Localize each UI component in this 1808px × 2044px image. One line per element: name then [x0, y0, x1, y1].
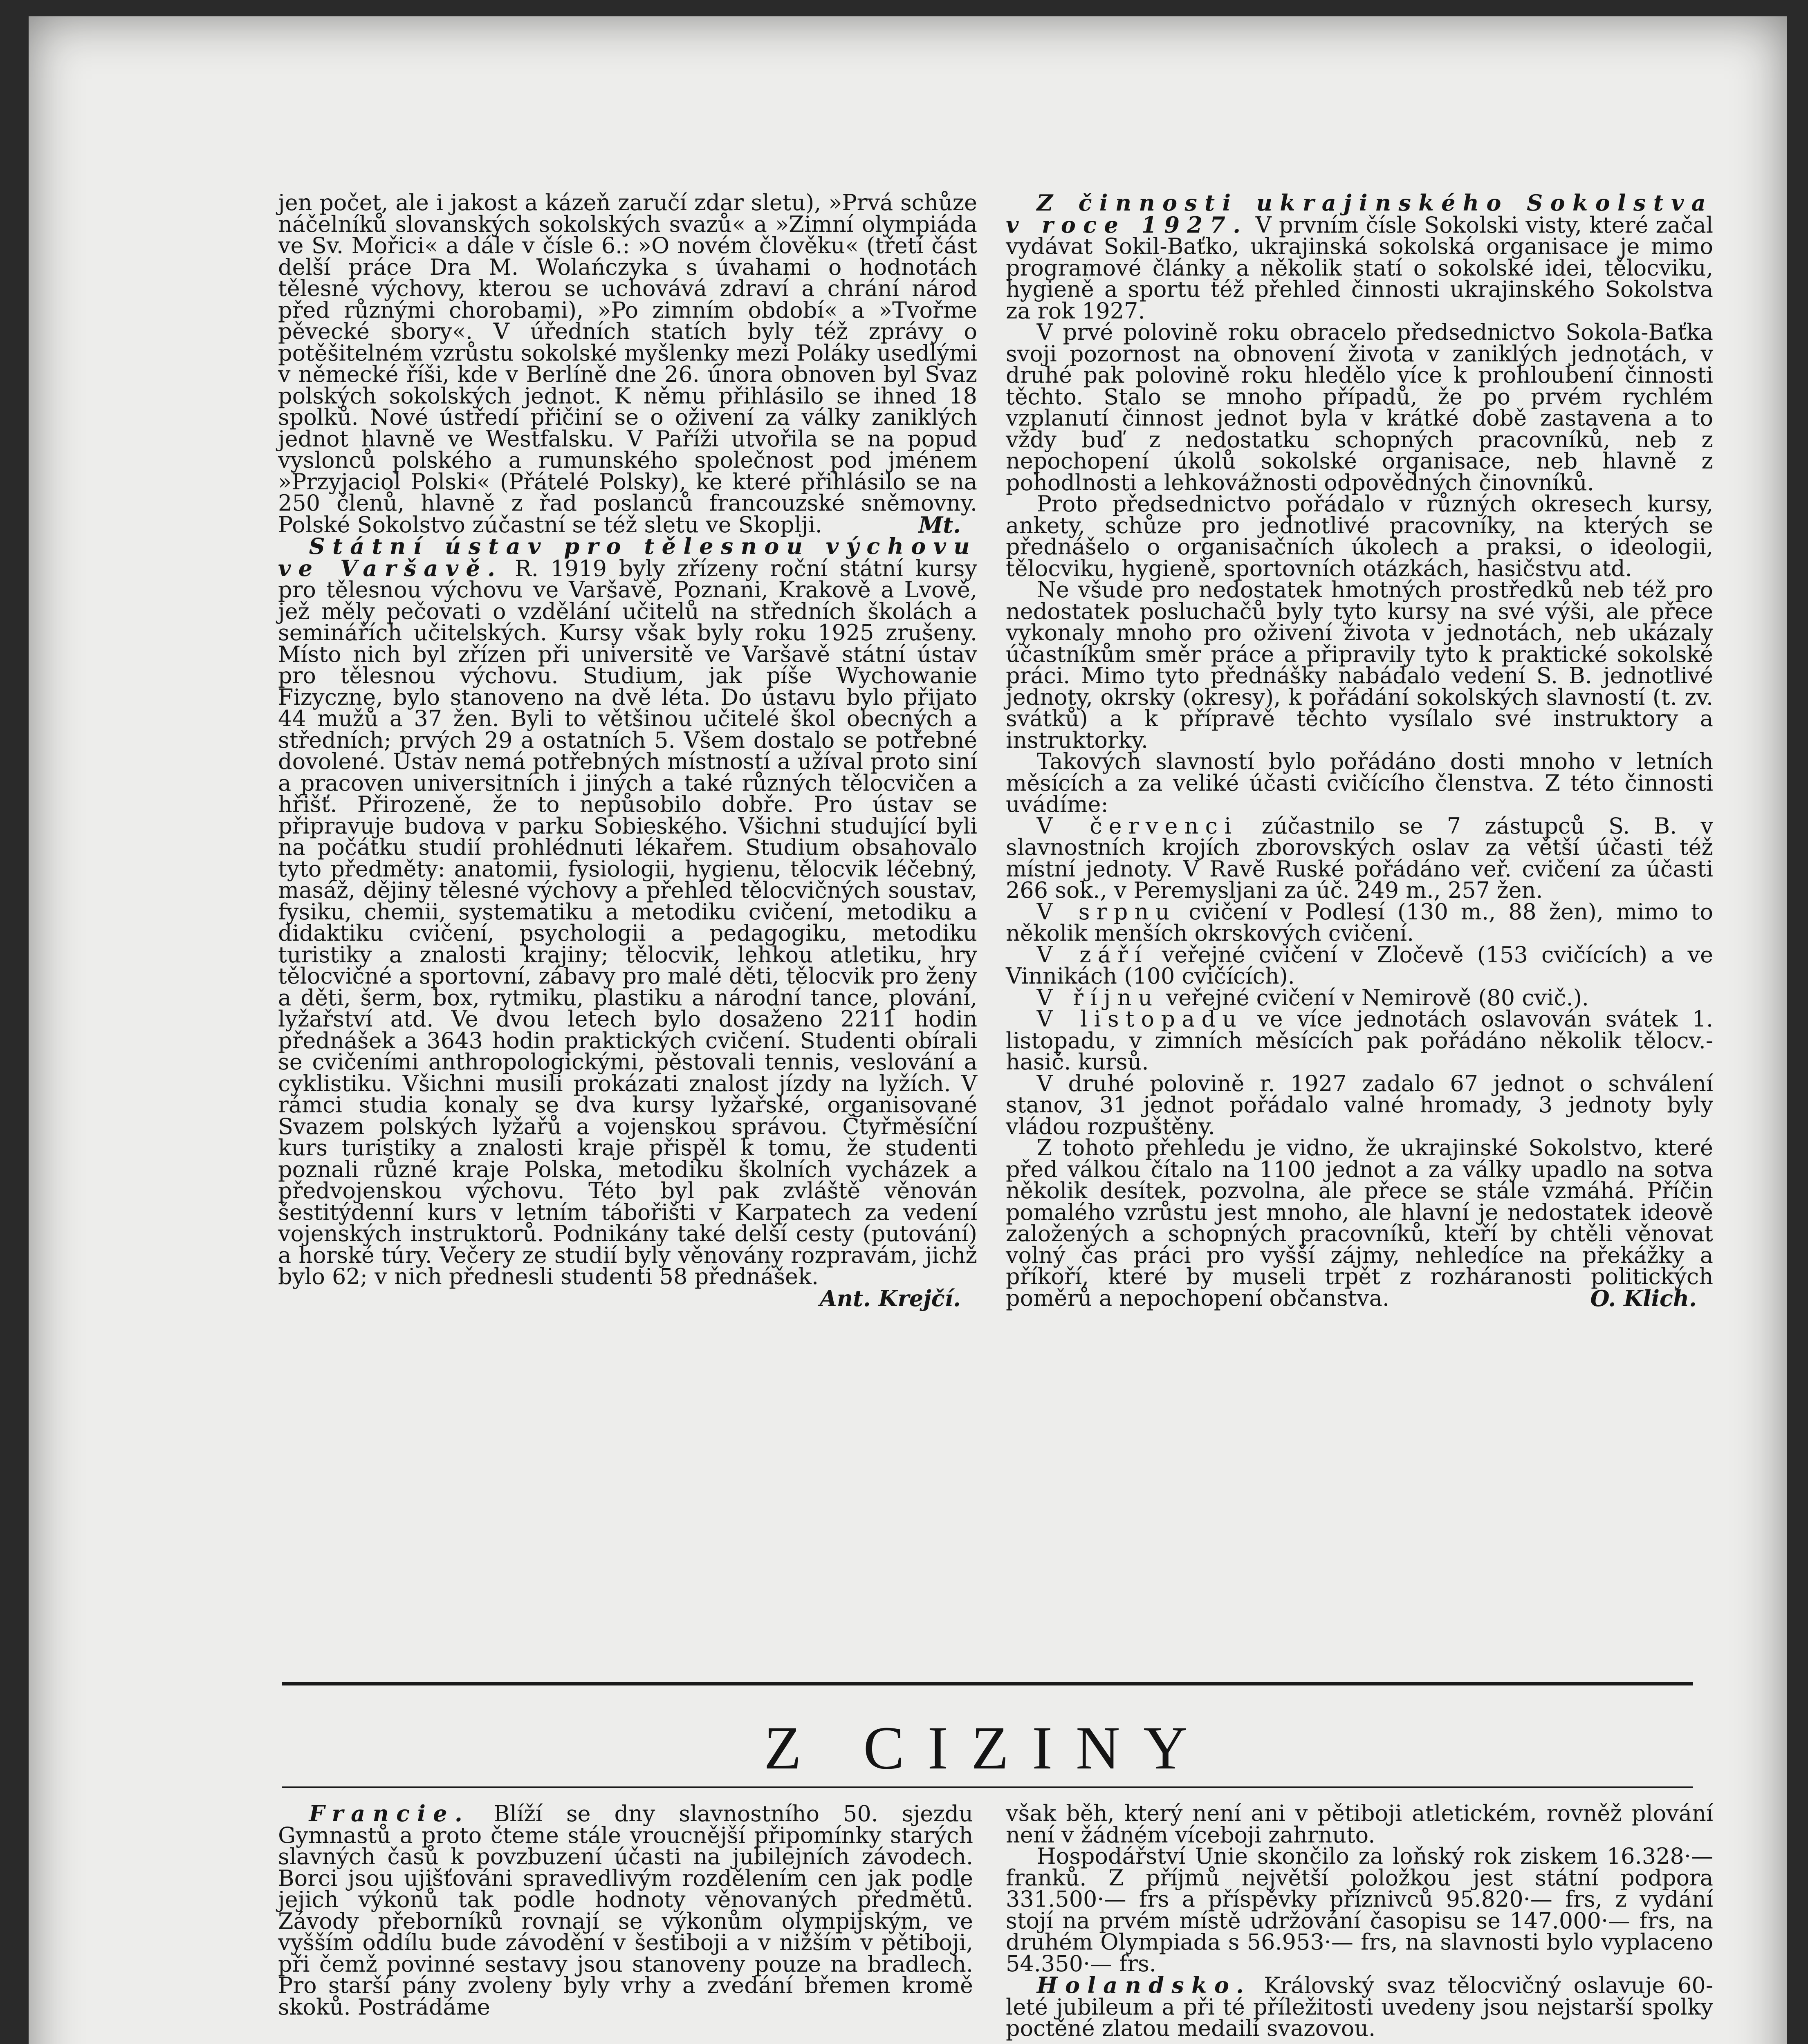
paragraph [1006, 901, 1713, 944]
paragraph: V druhé polovině r. 1927 zadalo 67 jednot o schválení stanov, 31 jednot pořádalo valné hromady, 3 jednoty byly vládou rozpuštěny. [1006, 1070, 1713, 1139]
paragraph [278, 192, 977, 536]
section-subheading: Státní ústav pro tělesnou výchovu ve Varšavě. [278, 533, 977, 581]
paragraph [1006, 813, 1714, 903]
paragraph-text: zúčastnilo se 7 zástupců S. B. v slavnostních krojích zborovských oslav za větší účasti též místní jednoty. V Ravě Ruské pořádáno veř. cvičení za účasti 266 sok., v Peremyslјani za úč. 249 m., 257 žen. [1006, 813, 1714, 903]
page [29, 16, 1787, 2044]
paragraph: Proto předsednictvo pořádalo v různých okresech kursy, ankety, schůze pro jednotlivé pracovníky, na kterých se přednášelo o organisačních úkolech a praksi, o ideologii, tělocviku, hygieně, sportovních otázkách, hasičstvu atd. [1006, 491, 1713, 581]
country-heading: Francie. [309, 1800, 470, 1827]
paragraph: Hospodářství Unie skončilo za loňský rok ziskem 16.328·— franků. Z příjmů největší položkou jest státní podpora 331.500·— frs a příspěvky příznivců 95.820·— frs, z vydání stojí na prvém místě udržování časopisu se 147.000·— frs, na druhém Olympiada s 56.953·— frs, na slavnosti bylo vyplaceno 54.350·— frs. [1006, 1843, 1713, 1977]
paragraph-text: R. 1919 byly zřízeny roční státní kursy pro tělesnou výchovu ve Varšavě, Poznani, Krakově a Lvově, jež měly pečovati o vzdělání učitelů na středních školách a seminářích učitelských. Kursy však byly roku 1925 zrušeny. Místo nich byl zřízen při universitě ve Varšavě státní ústav pro tělesnou výchovu. Studium, jak píše Wychowanie Fizyczne, bylo stanoveno na dvě léta. Do ústavu bylo přijato 44 mužů a 37 žen. Byli to většinou učitelé škol obecných a středních; prvých 29 a ostatních 5. Všem dostalo se potřebné dovolené. Ústav nemá potřebných místností a užíval proto siní a pracoven universitních i jiných a také různých tělocvičen a hřišť. Přirozeně, že to nepůsobilo dobře. Pro ústav se připravuje budova v parku Sobieského. Všichni studující byli na počátku studií prohlédnuti lékařem. Studium obsahovalo tyto předměty: anatomii, fysiologii, hygienu, tělocvik léčebný, masáž, dějiny tělesné výchovy a přehled tělocvičných soustav, fysiku, chemii, systematiku a metodiku cvičení, metodiku a didaktiku cvičení, psychologii a pedagogiku, metodiku turistiky a znalosti krajiny; tělocvik, lehkou atletiku, hry tělocvičné a sportovní, zábavy pro malé děti, tělocvik pro ženy a děti, šerm, box, rytmiku, plastiku a národní tance, plování, lyžařství atd. Ve dvou letech bylo dosaženo 2211 hodin přednášek a 3643 hodin praktických cvičení. Studenti obírali se cvičeními anthropologickými, pěstovali tennis, veslování a cyklistiku. Všichni musili prokázati znalost jízdy na lyžích. V rámci studia konaly se dva kursy lyžařské, organisované Svazem polských lyžařů a vojenskou správou. Čtyřměsíční kurs turistiky a znalosti kraje přispěl k tomu, že studenti poznali různé kraje Polska, metodiku školních vycházek a předvojenskou výchovu. Této byl pak zvláště věnován šestitýdenní kurs v letním tábořišti v Karpatech za vedení vojenských instruktorů. Podnikány také delší cesty (putování) a horské túry. Večery ze studií byly věnovány rozpravám, jichž bylo 62; v nich přednesli studenti 58 přednášek. [278, 555, 977, 1289]
signature: Mt. [918, 511, 961, 538]
section-divider-bottom [282, 1786, 1693, 1788]
paragraph-text: cvičení v Podlesí (130 m., 88 žen), mimo to několik menších okrskových cvičení. [1006, 899, 1713, 946]
paragraph-text: ve více jednotách oslavován svátek 1. listopadu, v zimních měsících pak pořádáno několik tělocv.-hasič. kursů. [1006, 1006, 1713, 1075]
paragraph [1006, 1006, 1713, 1075]
month-label: V říjnu [1036, 984, 1159, 1011]
paragraph-text: veřejné cvičení v Nemirově (80 cvič.). [1166, 984, 1589, 1011]
paragraph-text: V prvním čísle Sokolski visty, které začal vydávat Sokil-Baťko, ukrajinská sokolská organisace je mimo programové články a několik statí o sokolské idei, tělocviku, hygieně a sportu též přehled činnosti ukrajinského Sokolstva za rok 1927. [1006, 212, 1714, 324]
country-heading: Holandsko. [1036, 1972, 1252, 1998]
bottom-left-column [278, 1800, 973, 2020]
month-label: V srpnu [1036, 899, 1176, 925]
month-label: V listopadu [1036, 1006, 1243, 1032]
paragraph [278, 1800, 973, 2020]
bottom-right-column [1006, 1800, 1713, 2041]
left-column [278, 192, 977, 1309]
paragraph-text: veřejné cvičení v Zločevě (153 cvičících) a ve Vinnikách (100 cvičících). [1006, 941, 1713, 989]
paragraph: Takových slavností bylo pořádáno dosti mnoho v letních měsících a za veliké účasti cvičícího členstva. Z této činnosti uvádíme: [1006, 749, 1713, 817]
section-heading: Z CIZINY [764, 1714, 1211, 1782]
month-label: V červenci [1036, 813, 1238, 839]
paragraph: Ne všude pro nedostatek hmotných prostředků neb též pro nedostatek posluchačů byly tyto kursy na své výši, ale přece vykonaly mnoho pro oživení života v jednotách, neb ukázaly účastníkům směr práce a připravily tyto k praktické sokolské práci. Mimo tyto přednášky nabádalo vedení S. B. jednotlivé jednoty, okrsky (okresy), k pořádání sokolských slavností (t. zv. svátků) a k přípravě těchto vysílalo své instruktory a instruktorky. [1006, 577, 1713, 753]
paragraph: však běh, který není ani v pětiboji atletickém, rovněž plování není v žádném víceboji zahrnuto. [1006, 1800, 1713, 1848]
right-column [1006, 192, 1713, 1309]
month-label: V září [1036, 941, 1149, 968]
paragraph [1006, 1137, 1713, 1309]
paragraph [278, 533, 977, 1311]
paragraph-text: Královský svaz tělocvičný oslavuje 60-leté jubileum a při té příležitosti uvedeny jsou nejstarší spolky poctěné zlatou medailí svazovou. [1006, 1972, 1713, 2041]
paragraph [1006, 192, 1713, 322]
paragraph: V prvé polovině roku obracelo předsednictvo Sokola-Baťka svoji pozornost na obnovení života v zaniklých jednotách, v druhé pak polovině roku hledělo více k prohloubení činnosti těchto. Stalo se mnoho případů, že po prvém rychlém vzplanutí činnost jednot byla v krátké době zastavena a to vždy buď z nedostatku schopných pracovníků, neb z nepochopení úkolů sokolské organisace, neb hlavně z pohodlnosti a lehkovážnosti odpovědných činovníků. [1006, 319, 1713, 495]
paragraph-text: jen počet, ale i jakost a kázeň zaručí zdar sletu), »Prvá schůze náčelníků slovanských sokolských svazů« a »Zimní olympiáda ve Sv. Mořici« a dále v čísle 6.: »O novém člověku« (třetí část delší práce Dra M. Wolańczyka s úvahami o hodnotách tělesné výchovy, kterou se uchovává zdraví a chrání národ před různými chorobami), »Po zimním období« a »Tvořme pěvecké sbory«. V úředních statích byly též zprávy o potěšitelném vzrůstu sokolské myšlenky mezi Poláky usedlými v německé říši, kde v Berlíně dne 26. února obnoven byl Svaz polských sokolských jednot. K němu přihlásilo se ihned 18 spolků. Nové ústředí přičiní se o oživení za války zaniklých jednot hlavně ve Westfalsku. V Paříži utvořila se na popud vyslonců polského a rumunského společnost pod jménem »Przyjaciol Polski« (Přátelé Polsky), ke které přihlásilo se na 250 členů, hlavně z řad poslanců francouzské sněmovny. Polské Sokolstvo zúčastní se též sletu ve Skoplji. [278, 190, 977, 538]
section-divider-top [282, 1682, 1693, 1685]
signature: O. Klich. [1590, 1285, 1697, 1311]
paragraph-text: Blíží se dny slavnostního 50. sjezdu Gymnastů a proto čteme stále vroucnější připomínky starých slavných časů k povzbuzení účasti na jubilejních závodech. Borci jsou ujišťováni spravedlivým rozdělením cen jak podle jejich výkonů tak podle hodnoty věnovaných předmětů. Závody přeborníků rovnají se výkonům olympijským, ve vyšším oddílu bude závodění v šestiboji a v nižším v pětiboji, při čemž povinné sestavy jsou stanoveny pouze na bradlech. Pro starší pány zvoleny byly vrhy a zvedání břemen kromě skoků. Postrádáme [278, 1801, 973, 2020]
signature: Ant. Krejčí. [819, 1285, 961, 1311]
section-subheading: Z činnosti ukrajinského Sokolstva v roce 1927. [1006, 190, 1713, 238]
paragraph [1006, 941, 1713, 989]
paragraph [1006, 1972, 1713, 2041]
paragraph-text: Z tohoto přehledu je vidno, že ukrajinské Sokolstvo, které před válkou čítalo na 1100 jednot a za války upadlo na sotva několik desítek, pozvolna, ale přece se stále vzmáhá. Příčin pomalého vzrůstu jest mnoho, ale hlavní je nedostatek ideově založených a schopných pracovníků, kteří by chtěli věnovat volný čas práci pro vyšší zájmy, nehledíce na překážky a příkoří, které by museli trpět z rozháranosti politických poměrů a nepochopení občanstva. [1006, 1135, 1713, 1311]
paragraph [1006, 984, 1713, 1011]
